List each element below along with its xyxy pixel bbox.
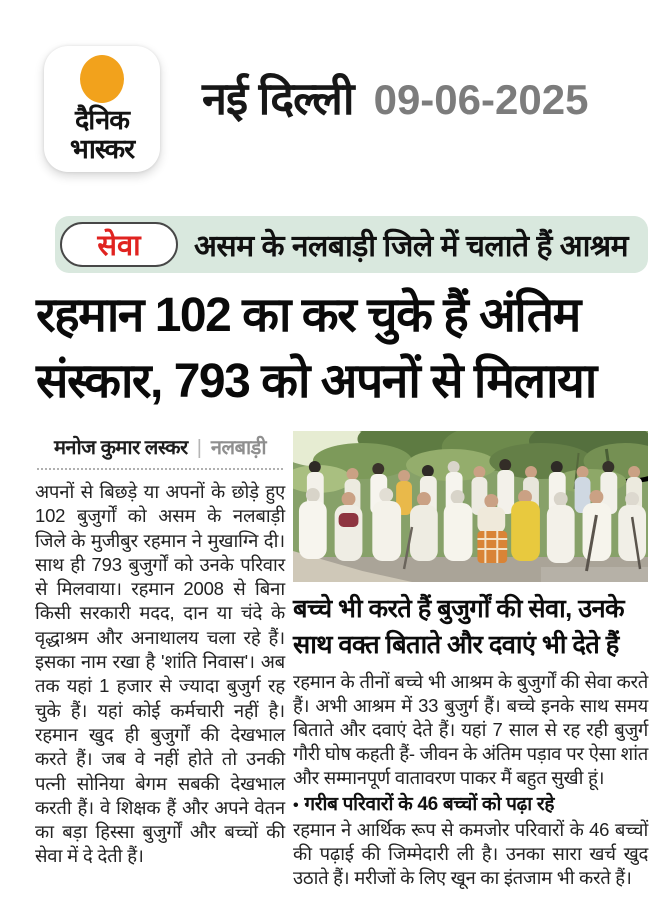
headline — [36, 283, 644, 415]
masthead-right — [202, 67, 588, 128]
bullet-icon: • — [293, 797, 299, 814]
edition-city: नई दिल्ली — [202, 72, 354, 124]
byline-separator: | — [196, 437, 202, 459]
masthead — [0, 0, 668, 172]
seva-badge-label: सेवा — [97, 230, 141, 262]
headline-line2: संस्कार, 793 को अपनों से मिलाया — [36, 355, 596, 408]
sub-headline: बच्चे भी करते हैं बुजुर्गों की सेवा, उनके साथ वक्त बिताते और दवाएं भी देते हैं — [293, 595, 625, 659]
byline — [35, 431, 285, 468]
logo-text-line1: दैनिक — [74, 104, 130, 135]
bullet-heading — [293, 793, 648, 818]
article-body — [0, 415, 668, 890]
left-column — [35, 431, 285, 890]
right-column-paragraph-1: रहमान के तीनों बच्चे भी आश्रम के बुजुर्गों की सेवा करते हैं। अभी आश्रम में 33 बुजुर्ग हैं। बच्चे इनके साथ समय बिताते और दवाएं देते हैं। यहां 7 साल से रह रही बुजुर्ग गौरी घोष कहती हैं- जीवन के अंतिम पड़ाव पर ऐसा शांत और सम्मानपूर्ण वातावरण पाकर मैं बहुत सुखी हूं। — [293, 671, 648, 788]
right-column — [293, 431, 648, 890]
kicker-strip — [55, 216, 648, 273]
seva-badge — [60, 222, 178, 267]
edition-date: 09-06-2025 — [373, 75, 589, 123]
bullet-heading-text: गरीब परिवारों के 46 बच्चों को पढ़ा रहे — [304, 794, 555, 815]
headline-line1: रहमान 102 का कर चुके हैं अंतिम — [36, 289, 580, 342]
sun-dot-icon — [80, 55, 124, 103]
dainik-bhaskar-logo — [44, 46, 160, 172]
byline-location: नलबाड़ी — [210, 437, 267, 459]
left-column-paragraph: अपनों से बिछड़े या अपनों के छोड़े हुए 102 बुजुर्गों को असम के नलबाड़ी जिले के मुजीबुर रहमान ने मुखाग्नि दी। साथ ही 793 बुजुर्गों को उनके परिवार से मिलवाया। रहमान 2008 से बिना किसी सरकारी मदद, दान या चंदे के वृद्धाश्रम और अनाथालय चला रहे हैं। इसका नाम रखा है 'शांति निवास'। अब तक यहां 1 हजार से ज्यादा बुजुर्ग रह चुके हैं। यहां कोई कर्मचारी नहीं है। रहमान खुद ही बुजुर्गों की देखभाल करते हैं। जब वे नहीं होते तो उनकी पत्नी सोनिया बेगम सबकी देखभाल करती हैं। वे शिक्षक हैं और अपने वेतन का बड़ा हिस्सा बुजुर्गों और बच्चों की सेवा में दे देती हैं। — [35, 481, 285, 867]
group-photo-illustration — [293, 431, 648, 582]
right-column-paragraph-2: रहमान ने आर्थिक रूप से कमजोर परिवारों के 46 बच्चों की पढ़ाई की जिम्मेदारी ली है। उनका सारा खर्च खुद उठाते हैं। मरीजों के लिए खून का इंतजाम भी करते हैं। — [293, 819, 648, 888]
article-photo — [293, 431, 648, 582]
kicker-text: असम के नलबाड़ी जिले में चलाते हैं आश्रम — [194, 230, 629, 263]
byline-divider — [37, 468, 283, 470]
byline-author: मनोज कुमार लस्कर — [53, 437, 188, 459]
logo-text-line2: भास्कर — [69, 133, 135, 164]
